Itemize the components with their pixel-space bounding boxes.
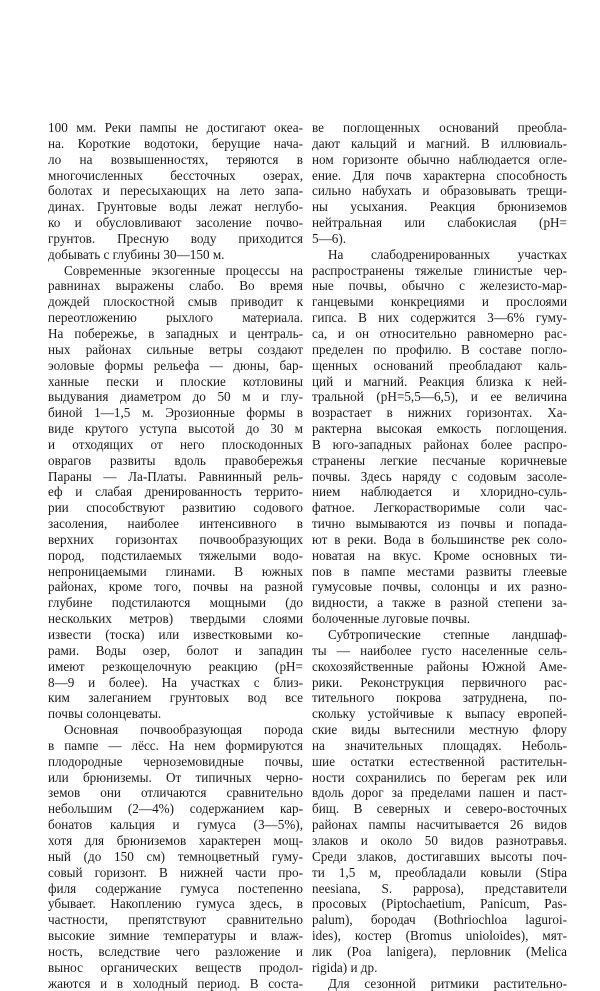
text-line: плодородные черноземовидные почвы, bbox=[48, 753, 303, 769]
text-line: скохозяйственные районы Южной Аме- bbox=[312, 658, 567, 674]
text-line: земов они отличаются сравнительно bbox=[48, 785, 303, 801]
text-line: видности, а также в разной степени за- bbox=[312, 595, 567, 611]
text-line: Параны — Ла-Платы. Равнинный рель- bbox=[48, 468, 303, 484]
text-line: пределен по профилю. В составе погло- bbox=[312, 341, 567, 357]
text-line: засоления, наиболее интенсивного в bbox=[48, 516, 303, 532]
text-line: ные почвы, обычно с железисто-мар- bbox=[312, 278, 567, 294]
text-line: нескольких метров) твердыми слоями bbox=[48, 611, 303, 627]
text-line: или брюниземы. От типичных черно- bbox=[48, 769, 303, 785]
text-line: ганцевыми конкрециями и прослоями bbox=[312, 294, 567, 310]
text-line: болотах и пересыхающих на лето запа- bbox=[48, 183, 303, 199]
text-line: ти 1,5 м, преобладали ковыли (Stipa bbox=[312, 864, 567, 880]
text-line: ны усыхания. Реакция брюниземов bbox=[312, 199, 567, 215]
text-line: и отходящих от него плоскодонных bbox=[48, 436, 303, 452]
text-line: непроницаемыми глинами. В южных bbox=[48, 563, 303, 579]
text-line: оврагов развиты вдоль правобережья bbox=[48, 452, 303, 468]
text-line: ко и обусловливают засоление почво- bbox=[48, 215, 303, 231]
text-line: ские виды вытеснили местную флору bbox=[312, 722, 567, 738]
text-line: еф и слабая дренированность террито- bbox=[48, 484, 303, 500]
text-line: ют в реки. Вода в большинстве рек соло- bbox=[312, 531, 567, 547]
text-line: злаков и около 50 видов разнотравья. bbox=[312, 832, 567, 848]
text-line: В юго-западных районах более распро- bbox=[312, 436, 567, 452]
text-line: ность, вследствие чего разложение и bbox=[48, 943, 303, 959]
text-line: на. Короткие водотоки, берущие нача- bbox=[48, 135, 303, 151]
text-line: На побережье, в западных и централь- bbox=[48, 325, 303, 341]
text-line: рами. Воды озер, болот и западин bbox=[48, 642, 303, 658]
text-line: многочисленных бессточных озерах, bbox=[48, 167, 303, 183]
text-line: тральной (pH=5,5—6,5), и ее величина bbox=[312, 389, 567, 405]
text-line: виде крутого уступа высотой до 30 м bbox=[48, 421, 303, 437]
text-line: ности сохранились по берегам рек или bbox=[312, 769, 567, 785]
text-line: лик (Poa lanigera), перловник (Melica bbox=[312, 943, 567, 959]
text-line: 5—6). bbox=[312, 230, 347, 246]
text-line: дают кальций и магний. В иллювиаль- bbox=[312, 135, 567, 151]
text-line: дождей плоскостной смыв приводит к bbox=[48, 294, 303, 310]
text-line: рии способствуют развитию содового bbox=[48, 500, 303, 516]
text-line: ло на возвышенностях, теряются в bbox=[48, 151, 303, 167]
text-line: верхних горизонтах почвообразующих bbox=[48, 531, 303, 547]
text-line: убывает. Накоплению гумуса здесь, в bbox=[48, 896, 303, 912]
text-line: новатая на вкус. Кроме основных ти- bbox=[312, 547, 567, 563]
text-line: тично вымываются из почвы и попада- bbox=[312, 516, 567, 532]
text-line: Среди злаков, достигавших высоты поч- bbox=[312, 848, 567, 864]
text-line: гипса. В них содержится 3—6% гуму- bbox=[312, 310, 567, 326]
text-line: ный (до 150 см) темноцветный гуму- bbox=[48, 848, 303, 864]
text-line: вдоль дорог за пределами пашен и паст- bbox=[312, 785, 567, 801]
right-column bbox=[312, 120, 567, 991]
text-line: На слабодренированных участках bbox=[328, 246, 567, 262]
text-line: ides), костер (Bromus unioloides), мят- bbox=[312, 928, 567, 944]
text-line: нейтральная или слабокислая (pH= bbox=[312, 215, 567, 231]
text-line: 8—9 и более). На участках с близ- bbox=[48, 674, 303, 690]
text-line: добывать с глубины 30—150 м. bbox=[48, 246, 225, 262]
text-line: palum), бородач (Bothriochloa laguroi- bbox=[312, 912, 567, 928]
text-line: тительного покрова затруднена, по- bbox=[312, 690, 567, 706]
text-line: районах, кроме того, почвы на разной bbox=[48, 579, 303, 595]
text-line: rigida) и др. bbox=[312, 959, 378, 975]
text-line: щенных оснований преобладают каль- bbox=[312, 357, 567, 373]
text-line: бонатов кальция и гумуса (3—5%), bbox=[48, 817, 303, 833]
text-line: возрастает в нижних горизонтах. Ха- bbox=[312, 405, 567, 421]
text-line: 100 мм. Реки пампы не достигают океа- bbox=[48, 120, 303, 135]
text-line: фатное. Легкорастворимые соли час- bbox=[312, 500, 567, 516]
text-line: странены легкие песчаные коричневые bbox=[312, 452, 567, 468]
text-line: ты — наиболее густо населенные сель- bbox=[312, 642, 567, 658]
text-line: скольку устойчивые к выпасу европей- bbox=[312, 706, 567, 722]
text-line: филя содержание гумуса постепенно bbox=[48, 880, 303, 896]
text-line: небольшим (2—4%) содержанием кар- bbox=[48, 801, 303, 817]
text-line: ханные пески и плоские котловины bbox=[48, 373, 303, 389]
text-line: ций и магний. Реакция близка к ней- bbox=[312, 373, 567, 389]
left-column bbox=[48, 120, 303, 991]
text-line: шие остатки естественной растительн- bbox=[312, 753, 567, 769]
text-line: глубине подстилаются мощными (до bbox=[48, 595, 303, 611]
text-line: равнинах выражены слабо. Во время bbox=[48, 278, 303, 294]
text-line: почвы. Здесь наряду с содовым засоле- bbox=[312, 468, 567, 484]
text-line: распространены тяжелые глинистые чер- bbox=[312, 262, 567, 278]
text-line: Для сезонной ритмики растительно- bbox=[328, 975, 567, 991]
text-line: эоловые формы рельефа — дюны, бар- bbox=[48, 357, 303, 373]
text-line: Основная почвообразующая порода bbox=[64, 722, 303, 738]
text-line: выдувания диаметром до 50 м и глу- bbox=[48, 389, 303, 405]
text-line: рактерна высокая емкость поглощения. bbox=[312, 421, 567, 437]
text-line: частности, препятствуют сравнительно bbox=[48, 912, 303, 928]
text-line: имеют резкощелочную реакцию (pH= bbox=[48, 658, 303, 674]
text-line: Современные экзогенные процессы на bbox=[64, 262, 303, 278]
text-line: ким залеганием грунтовых вод все bbox=[48, 690, 303, 706]
text-line: гумусовые почвы, солонцы и их разно- bbox=[312, 579, 567, 595]
text-line: извести (тоска) или известковыми ко- bbox=[48, 627, 303, 642]
text-line: рики. Реконструкция первичного рас- bbox=[312, 674, 567, 690]
text-line: просовых (Piptochaetium, Panicum, Pas- bbox=[312, 896, 567, 912]
text-line: в пампе — лёсс. На нем формируются bbox=[48, 737, 303, 753]
text-line: динах. Грунтовые воды лежат неглубо- bbox=[48, 199, 303, 215]
text-line: пород, подстилаемых тяжелыми водо- bbox=[48, 547, 303, 563]
text-line: почвы солонцеваты. bbox=[48, 706, 162, 722]
text-line: neesiana, S. papposa), представители bbox=[312, 880, 567, 896]
text-line: ение. Для почв характерна способность bbox=[312, 167, 567, 183]
text-line: ве поглощенных оснований преобла- bbox=[312, 120, 567, 135]
text-line: Субтропические степные ландшаф- bbox=[328, 627, 567, 642]
text-line: пов в пампе местами развиты глеевые bbox=[312, 563, 567, 579]
text-line: ных районах сильные ветры создают bbox=[48, 341, 303, 357]
text-line: ном горизонте обычно наблюдается огле- bbox=[312, 151, 567, 167]
text-line: переотложению рыхлого материала. bbox=[48, 310, 303, 326]
text-line: хотя для брюниземов характерен мощ- bbox=[48, 832, 303, 848]
text-line: совый горизонт. В нижней части про- bbox=[48, 864, 303, 880]
text-line: вынос органических веществ продол- bbox=[48, 959, 303, 975]
text-line: грунтов. Пресную воду приходится bbox=[48, 230, 303, 246]
text-line: са, и он относительно равномерно рас- bbox=[312, 325, 567, 341]
text-line: высокие зимние температуры и влаж- bbox=[48, 928, 303, 944]
text-line: бищ. В северных и северо-восточных bbox=[312, 801, 567, 817]
text-line: жаются и в холодный период. В соста- bbox=[48, 975, 303, 991]
text-line: сильно набухать и образовывать трещи- bbox=[312, 183, 567, 199]
text-line: на значительных площадях. Неболь- bbox=[312, 737, 567, 753]
text-line: биной 1—1,5 м. Эрозионные формы в bbox=[48, 405, 303, 421]
text-line: болоченные луговые почвы. bbox=[312, 611, 470, 627]
text-line: нием наблюдается и хлоридно-суль- bbox=[312, 484, 567, 500]
text-line: районах пампы насчитывается 26 видов bbox=[312, 817, 567, 833]
